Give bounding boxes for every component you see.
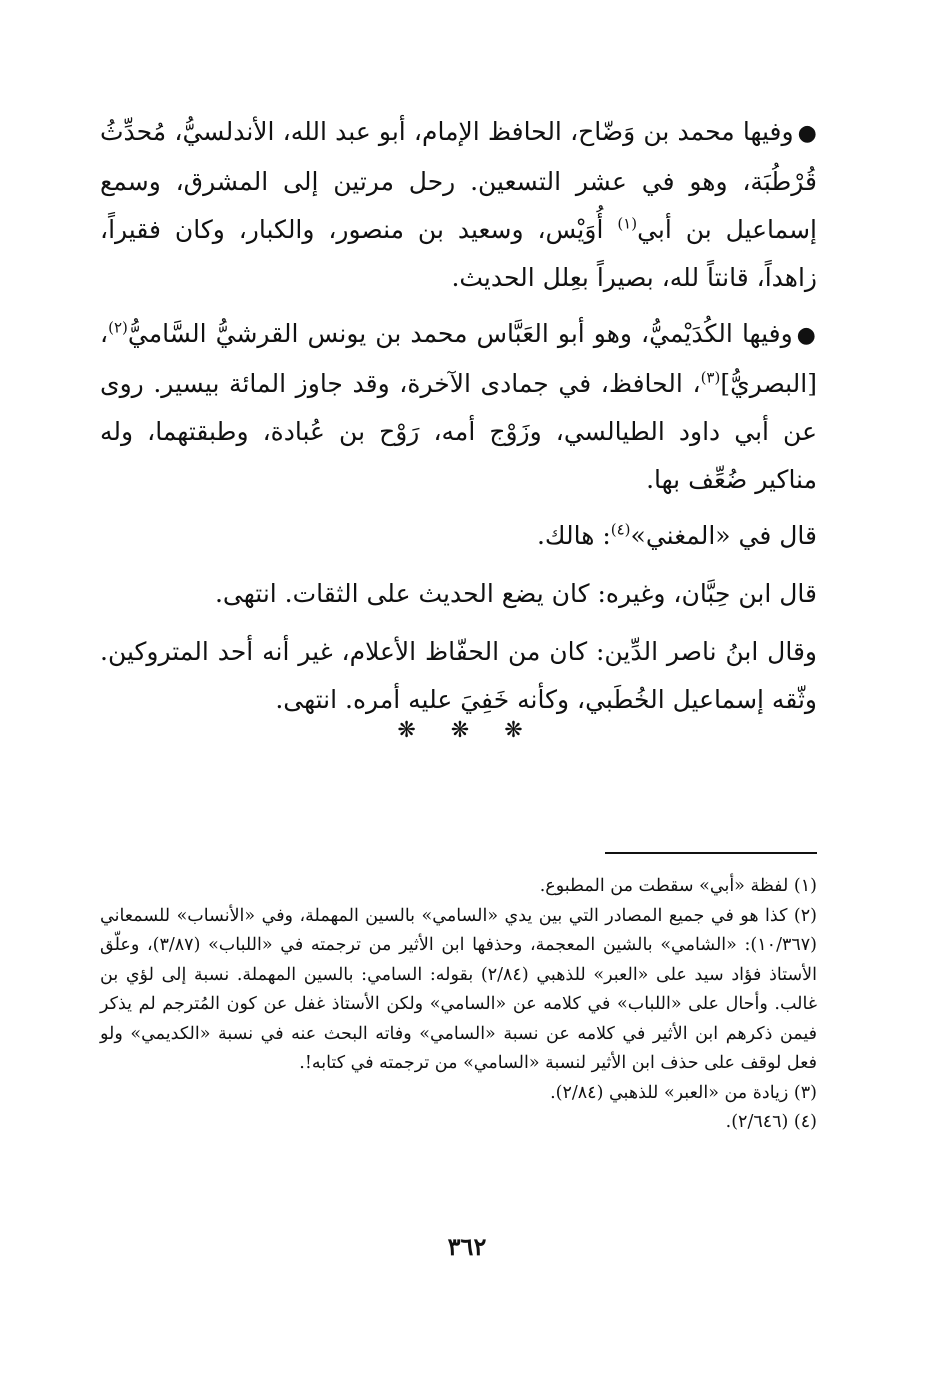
entry-text: ، الحافظ، في جمادى الآخرة، وقد جاوز المائة بيسير. روى عن أبي داود الطيالسي، وزَوْج أمه، رَوْح بن عُبادة، وطبقتهما، وله مناكير ضُعِّف بها. (100, 369, 817, 494)
main-text (100, 108, 817, 734)
entry-kudaymi (100, 310, 817, 504)
quote-ibn-hibban: قال ابن حِبَّان، وغيره: كان يضع الحديث على الثقات. انتهى. (214, 579, 817, 608)
quote-ibn-nasir-al-din: وقال ابنُ ناصر الدِّين: كان من الحفّاظ الأعلام، غير أنه أحد المتروكين. وثّقه إسماعيل الخُطَبي، وكأنه خَفِيَ عليه أمره. انتهى. (100, 637, 817, 714)
footnote-1: (١) لفظة «أبي» سقطت من المطبوع. (539, 876, 817, 896)
entry-text: وفيها محمد بن وَضّاح، الحافظ الإمام، أبو عبد الله، الأندلسيُّ، مُحدِّثُ قُرْطُبَة، وهو في عشر التسعين. رحل مرتين إلى المشرق، وسمع إسماعيل بن أبي (100, 117, 817, 244)
entry-text: ، [البصريُّ] (100, 319, 817, 398)
quote-text: قال في «المغني» (630, 521, 817, 550)
bullet-icon: ● (797, 121, 817, 146)
entry-text: وفيها الكُدَيْميُّ، وهو أبو العَبَّاس محمد بن يونس القرشيُّ السَّاميُّ (127, 319, 793, 348)
bullet-icon: ● (796, 323, 817, 348)
section-separator: ❋ ❋ ❋ (397, 718, 537, 743)
entry-ibn-waddah (100, 108, 817, 302)
quote-text: : هالك. (536, 521, 611, 550)
footnote-4: (٤) (٢/٦٤٦). (725, 1112, 817, 1132)
footnote-2: (٢) كذا هو في جميع المصادر التي بين يدي «السامي» بالسين المهملة، وفي «الأنساب» للسمعاني (١٠/٣٦٧): «الشامي» بالشين المعجمة، وحذفها ابن الأثير من ترجمته في «اللباب» (٣/٨٧)، وعلّق الأستاذ فؤاد سيد على «العبر» للذهبي (٢/٨٤) بقوله: السامي: بالسين المهملة. نسبة إلى لؤي بن غالب. وأحال على «اللباب» في كلامه عن «السامي» ولكن الأستاذ غفل عن كون المُترجم لم يذكر فيمن ذكرهم ابن الأثير في كلامه عن نسبة «السامي» وفاته البحث عنه في نسبة «الكديمي» ولو فعل لوقف على حذف ابن الأثير لنسبة «السامي» من ترجمته في كتابه!. (100, 905, 817, 1073)
footnote-divider (605, 852, 817, 854)
footnote-3: (٣) زيادة من «العبر» للذهبي (٢/٨٤). (550, 1082, 817, 1103)
footnote-ref-1[interactable]: (١) (617, 214, 638, 233)
footnote-ref-3[interactable]: (٣) (700, 368, 721, 387)
page-number: ٣٦٢ (447, 1232, 487, 1261)
footnote-ref-2[interactable]: (٢) (108, 318, 128, 337)
footnotes (100, 872, 817, 1138)
footnote-ref-4[interactable]: (٤) (610, 520, 631, 539)
entry-text: أُوَيْس، وسعيد بن منصور، والكبار، وكان فقيراً، زاهداً، قانتاً لله، بصيراً بعِلل الحديث. (100, 215, 817, 292)
quote-mughni (100, 512, 817, 560)
